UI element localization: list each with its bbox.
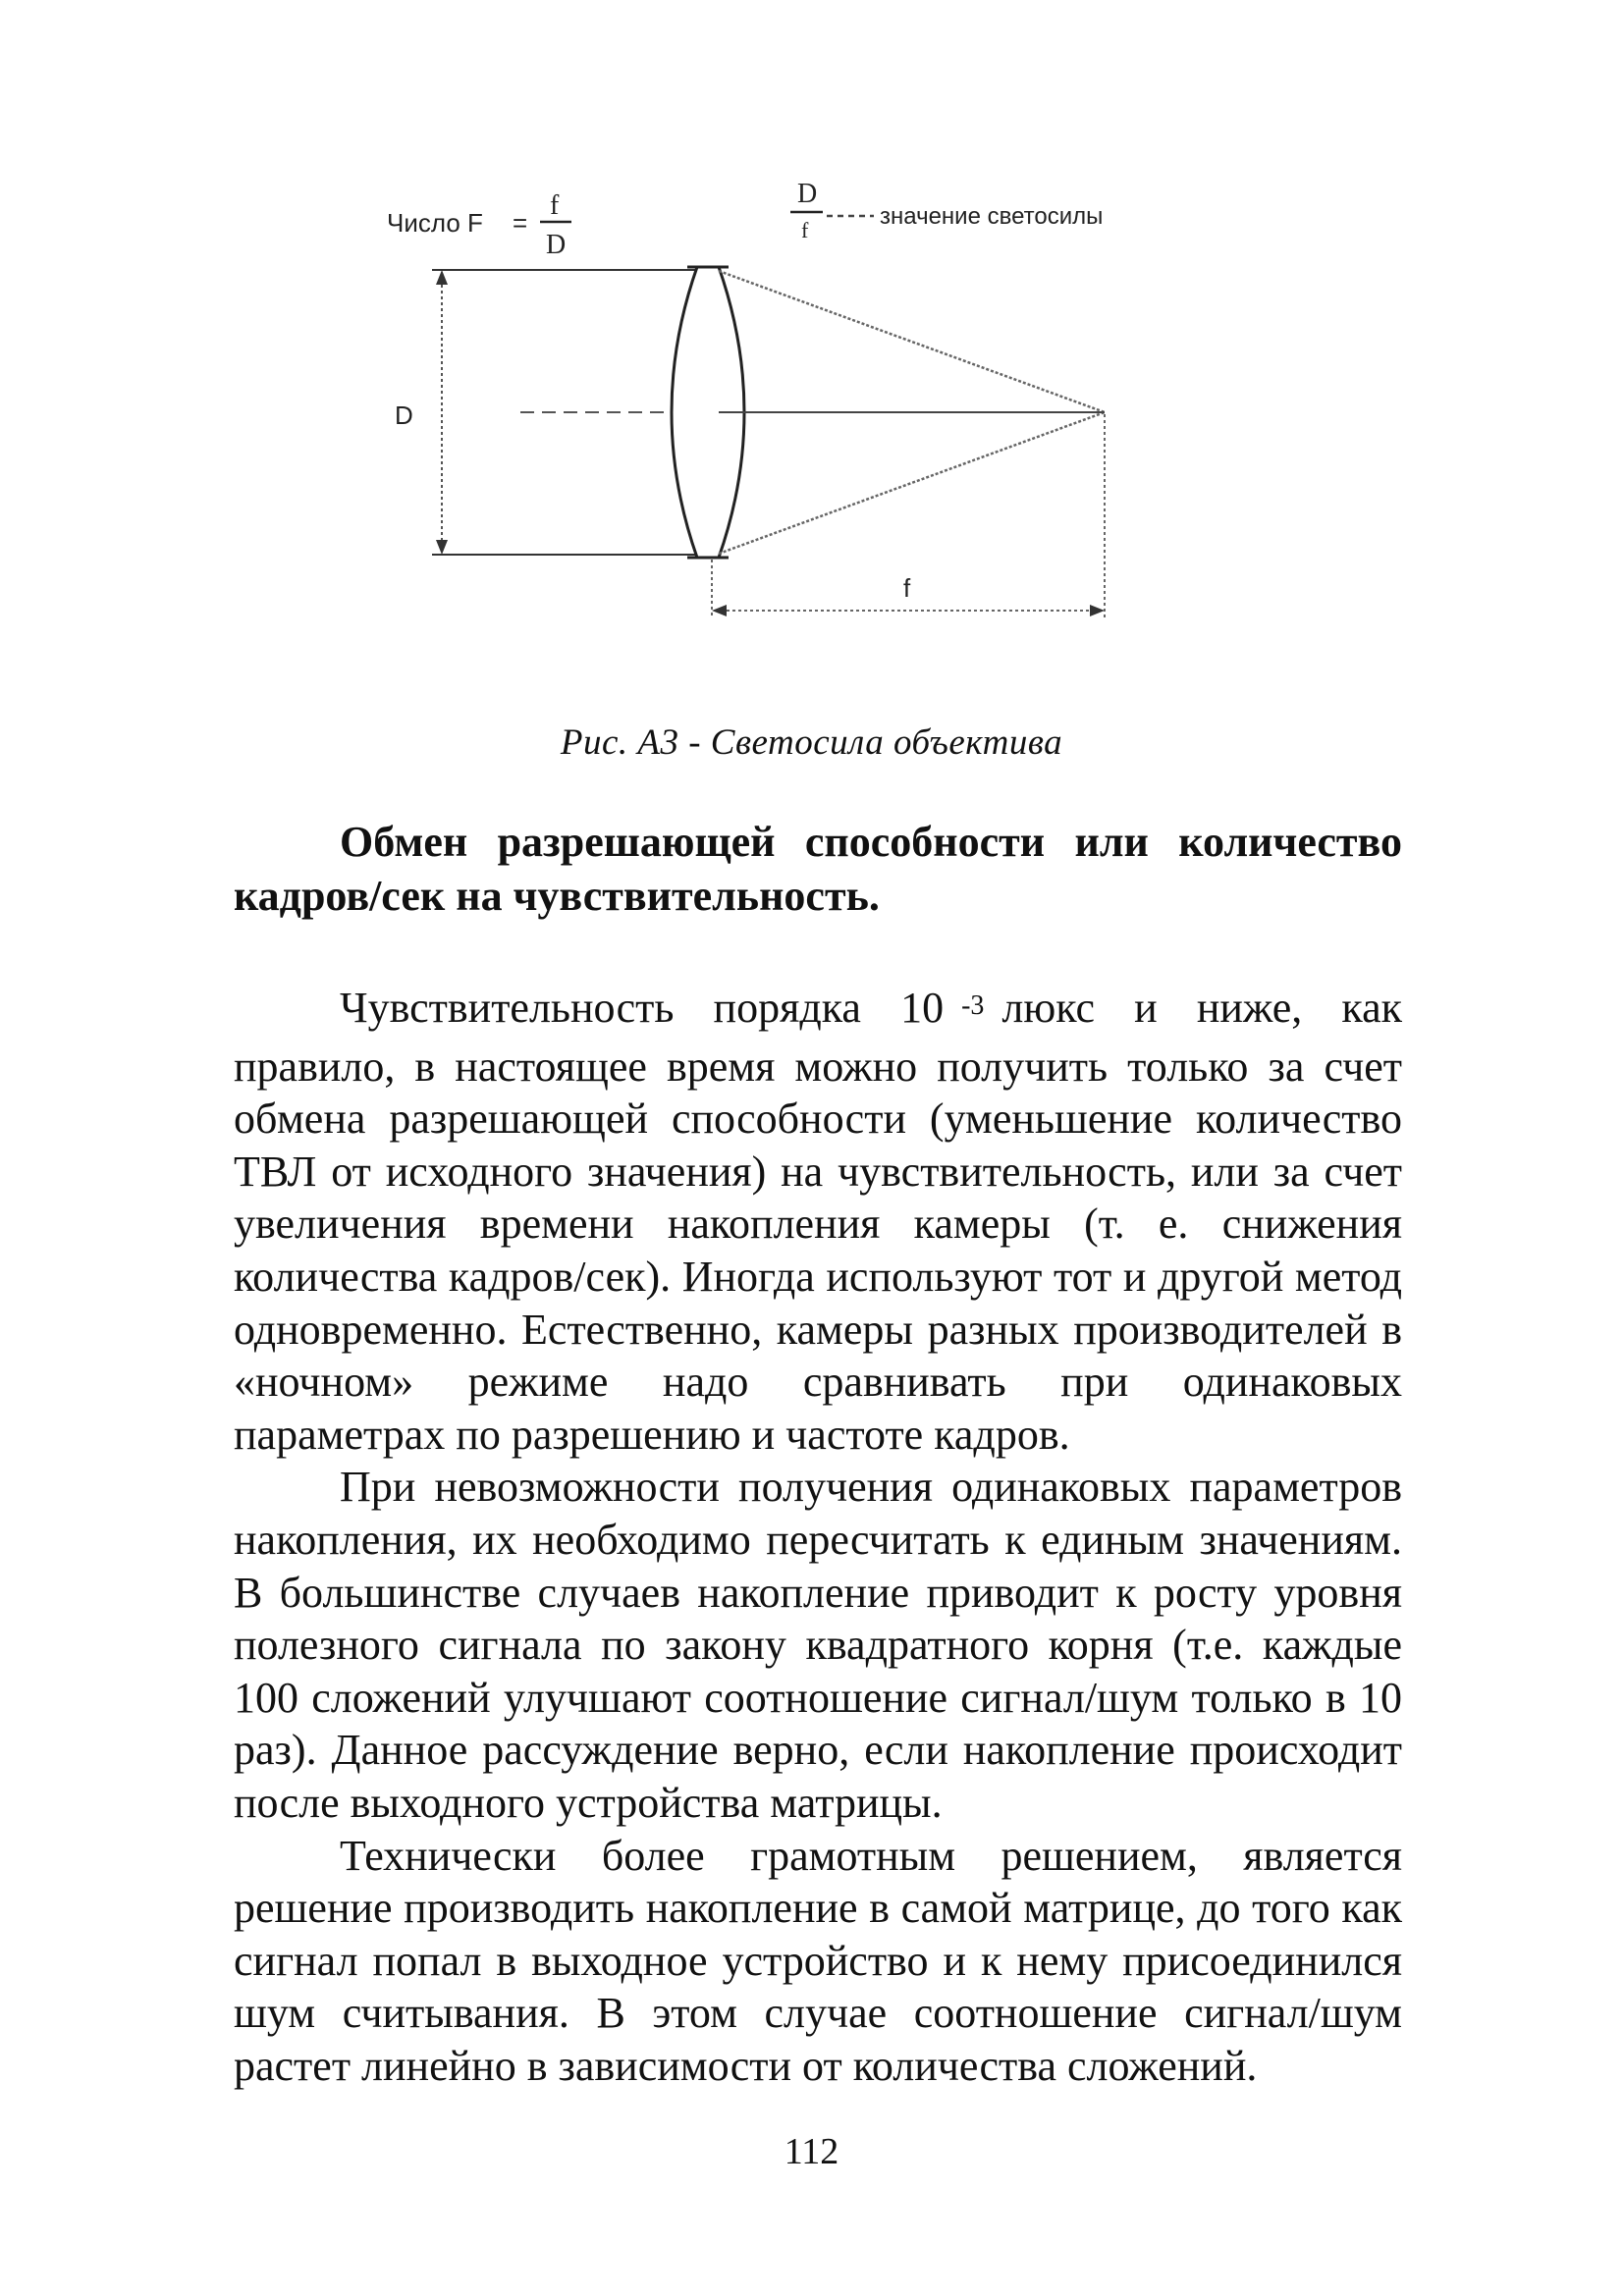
aperture-denominator: f bbox=[801, 218, 809, 242]
fraction-numerator: f bbox=[550, 190, 560, 221]
f-arrow-left bbox=[712, 605, 727, 616]
lens-aperture-figure bbox=[373, 157, 1257, 667]
aperture-label: значение светосилы bbox=[880, 203, 1104, 230]
paragraph-1 bbox=[234, 982, 1402, 1461]
upper-ray bbox=[719, 271, 1105, 412]
f-label: f bbox=[903, 573, 911, 603]
paragraph-2: При невозможности получения одинаковых параметров накопления, их необходимо пересчитать к единым значениям. В большинстве случаев накопление приводит к росту уровня полезного сигнала по закону квадратного корня (т.е. каждые 100 сложений улучшают соотношение сигнал/шум только в 10 раз). Данное рассуждение верно, если накопление происходит после выходного устройства матрицы. bbox=[234, 1463, 1402, 1827]
paragraph-1-rest: люкс и ниже, как правило, в настоящее время можно получить только за счет обмена разрешающей способности (уменьшение количество ТВЛ от исходного значения) на чувствительность, или за счет увеличения времени накопления камеры (т. е. снижения количества кадров/сек). Иногда используют тот и другой метод одновременно. Естественно, камеры разных производителей в «ночном» режиме надо сравнивать при одинаковых параметрах по разрешению и частоте кадров. bbox=[234, 984, 1403, 1459]
fnumber-label: Число F bbox=[387, 208, 483, 238]
page-number: 112 bbox=[784, 2131, 839, 2172]
d-label: D bbox=[395, 400, 413, 430]
figure-caption: Рис. А3 - Светосила объектива bbox=[560, 722, 1063, 763]
exponent: -3 bbox=[961, 990, 985, 1021]
lens-diagram bbox=[373, 157, 1257, 667]
aperture-numerator: D bbox=[797, 179, 818, 209]
section-heading: Обмен разрешающей способности или количество кадров/сек на чувствительность. bbox=[234, 818, 1402, 920]
fraction-denominator: D bbox=[546, 230, 567, 260]
paragraph-3: Технически более грамотным решением, является решение производить накопление в самой матрице, до того как сигнал попал в выходное устройство и к нему присоединился шум считывания. В этом случае соотношение сигнал/шум растет линейно в зависимости от количества сложений. bbox=[234, 1831, 1402, 2090]
paragraph-1-start: Чувствительность порядка 10 bbox=[340, 984, 945, 1032]
d-arrow-bottom bbox=[436, 540, 448, 555]
body-text bbox=[234, 982, 1402, 2092]
lower-ray bbox=[719, 412, 1105, 554]
equals-sign: = bbox=[513, 208, 528, 238]
f-arrow-right bbox=[1090, 605, 1105, 616]
d-arrow-top bbox=[436, 270, 448, 285]
